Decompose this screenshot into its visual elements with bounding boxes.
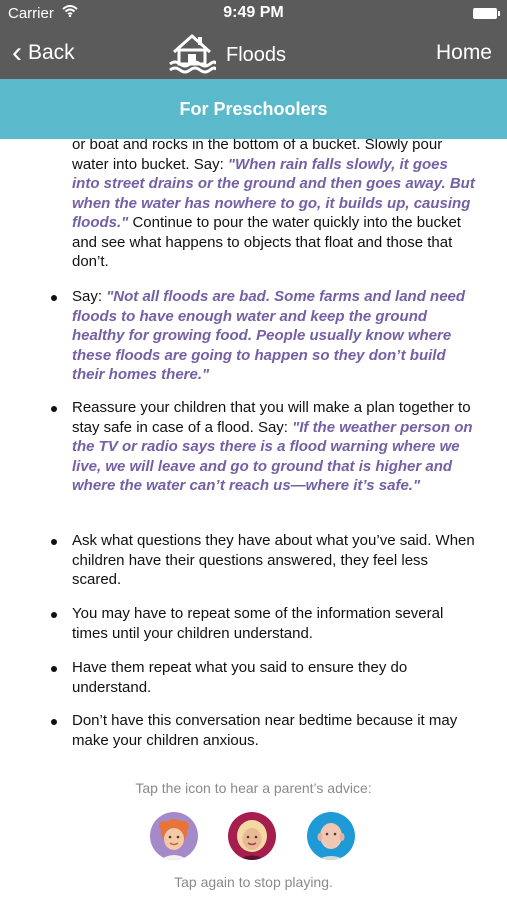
body-text: Reassure your children that you will make a plan together to stay safe in case of a flood. Say: — [72, 399, 471, 436]
nav-bar — [0, 28, 507, 79]
body-text: Don’t have this conversation near bedtime because it may make your children anxious. — [72, 712, 458, 749]
bullet-icon — [51, 666, 57, 672]
list-item — [72, 398, 476, 496]
audio-avatar-row — [150, 812, 355, 860]
status-bar — [0, 0, 507, 28]
list-item — [72, 658, 476, 697]
list-item — [72, 531, 476, 590]
back-label: Back — [28, 41, 75, 64]
bullet-icon — [51, 406, 57, 412]
body-text: You may have to repeat some of the information several times until your children understand. — [72, 605, 444, 642]
body-text: Ask what questions they have about what you’ve said. When children have their questions answered, they feel less scared. — [72, 532, 475, 588]
body-text: or boat and rocks in the bottom of a bucket. Slowly pour water into bucket. Say: — [72, 139, 443, 173]
parent-bald-audio-button[interactable] — [307, 812, 355, 860]
flooded-house-icon — [168, 32, 216, 79]
page-title: Floods — [226, 44, 287, 66]
chevron-left-icon: ‹ — [12, 36, 22, 69]
battery-icon — [473, 8, 497, 19]
body-text: Say: — [72, 288, 107, 305]
quote-text: "Not all floods are bad. Some farms and land need floods to have enough water and keep the ground healthy for growing food. People usually know where these floods are going to happen so they don’t build their homes there." — [72, 288, 466, 383]
audio-note: Tap again to stop playing. — [174, 874, 333, 890]
home-button[interactable]: Home — [435, 41, 492, 64]
body-text: Have them repeat what you said to ensure they do understand. — [72, 659, 408, 696]
parent-bald-icon — [307, 812, 355, 860]
parent-blonde-audio-button[interactable] — [228, 812, 276, 860]
parent-redhead-audio-button[interactable] — [150, 812, 198, 860]
parent-redhead-icon — [150, 812, 198, 860]
bullet-icon — [51, 612, 57, 618]
bullet-icon — [51, 295, 57, 301]
back-button[interactable] — [12, 37, 75, 69]
bullet-icon — [51, 719, 57, 725]
parent-blonde-icon — [228, 812, 276, 860]
quote-text: "When rain falls slowly, it goes into street drains or the ground and then goes away. But when the water has nowhere to go, it builds up, causing floods." — [72, 155, 475, 231]
nav-title-group — [168, 32, 286, 79]
section-header: For Preschoolers — [0, 79, 507, 139]
bullet-icon — [51, 539, 57, 545]
carrier-label: Carrier — [8, 5, 54, 22]
list-item — [72, 604, 476, 643]
list-item — [72, 287, 476, 385]
quote-text: "If the weather person on the TV or radio says there is a flood warning where we live, we will leave and go to ground that is higher and where the water can’t reach us—where it’s safe." — [72, 418, 473, 494]
clock: 9:49 PM — [223, 4, 284, 21]
list-item — [72, 139, 476, 272]
audio-prompt: Tap the icon to hear a parent’s advice: — [135, 780, 372, 796]
body-text: Continue to pour the water quickly into the bucket and see what happens to objects that float and those that don’t. — [72, 214, 461, 270]
content-scroll-area[interactable] — [0, 139, 507, 900]
list-item — [72, 711, 476, 750]
